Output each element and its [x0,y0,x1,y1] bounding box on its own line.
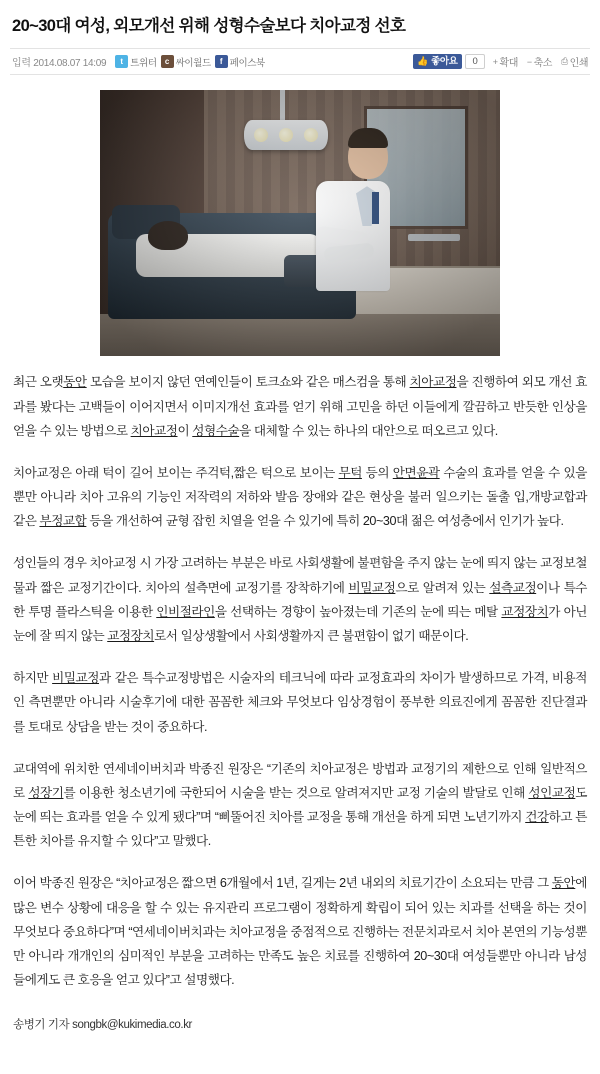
article-byline: 송병기 기자 songbk@kukimedia.co.kr [13,1019,192,1032]
facebook-icon: f [215,55,228,68]
share-cyworld-button[interactable] [161,55,211,69]
keyword-link[interactable]: 동안 [63,375,87,390]
article-paragraph [13,871,587,992]
share-buttons [115,55,265,69]
facebook-like-button[interactable] [413,54,462,69]
facebook-like-label: 좋아요 [431,56,458,68]
paragraph-text: 치아교정은 아래 턱이 길어 보이는 주걱턱,짧은 턱으로 보이는 [13,465,339,480]
keyword-link[interactable]: 비밀교정 [348,580,396,595]
article-photo-wrap [10,90,590,356]
paragraph-text: 과 같은 특수교정방법은 시술자의 테크닉에 따라 교정효과의 차이가 발생하므로 가격, 비용적인 측면뿐만 아니라 시술후기에 대한 꼼꼼한 체크와 무엇보다 임상경험이 풍부한 의료진에게 꼼꼼한 진단결과를 토대로 상담을 받는 것이 중요하다. [13,671,587,734]
cyworld-icon: c [161,55,174,68]
paragraph-text: 모습을 보이지 않던 연예인들이 토크쇼와 같은 매스컴을 통해 [86,375,410,390]
share-twitter-button[interactable] [115,55,156,69]
paragraph-text: 이나 특수한 투명 플라스틱을 이용한 [13,580,588,619]
keyword-link[interactable]: 안면윤곽 [392,465,440,480]
twitter-icon: t [115,55,128,68]
keyword-link[interactable]: 동안 [551,876,576,891]
page-title: 20~30대 여성, 외모개선 위해 성형수술보다 치아교정 선호 [12,17,406,35]
minus-icon: − [526,56,532,67]
keyword-link[interactable]: 비밀교정 [52,671,99,686]
keyword-link[interactable]: 교정장치 [107,628,155,643]
zoom-in-label: 확대 [499,58,518,70]
paragraph-text: 교대역에 위치한 연세네이버치과 박종진 원장은 “기존의 치아교정은 방법과 교정기의 제한으로 인해 일반적으로 [13,761,587,800]
paragraph-text: 수술의 효과를 얻을 수 있을 뿐만 아니라 치아 고유의 기능인 저작력의 저하와 발음 장애와 같은 현상을 불러 일으키는 돌출 입,개방교합과 같은 [13,465,587,529]
dental-clinic-photo [100,90,500,356]
facebook-like-widget [413,54,484,69]
article-paragraph [13,666,587,739]
paragraph-text: 을 대체할 수 있는 하나의 대안으로 떠오르고 있다. [239,423,498,438]
article-body [10,370,590,992]
paragraph-text: 도 눈에 띄는 효과를 얻을 수 있게 됐다”며 “삐뚤어진 치아를 교정을 통해 개선을 하게 되면 노년기까지 [13,785,588,825]
article-paragraph [13,551,587,648]
article-tools [493,54,588,69]
zoom-out-label: 축소 [533,58,552,70]
share-facebook-label: 페이스북 [229,57,265,69]
article-paragraph [13,757,587,854]
zoom-in-button[interactable] [493,54,518,69]
paragraph-text: 이어 박종진 원장은 “치아교정은 짧으면 6개월에서 1년, 길게는 2년 내외의 치료기간이 소요되는 만큼 그 [13,876,552,891]
keyword-link[interactable]: 치아교정 [409,375,457,390]
share-facebook-button[interactable] [215,55,265,69]
print-button[interactable] [561,54,588,69]
photo-vignette [100,90,500,356]
keyword-link[interactable]: 성인교정 [528,785,576,800]
keyword-link[interactable]: 성형수술 [192,423,240,438]
paragraph-text: 을 진행하여 외모 개선 효과를 봤다는 고백들이 이어지면서 이미지개선 효과를 얻기 위해 고민을 하던 이들에게 깔끔하고 반듯한 인상을 얻을 수 있는 방법으로 [13,375,587,438]
paragraph-text: 으로 알려져 있는 [395,580,490,595]
keyword-link[interactable]: 건강 [525,810,549,825]
printer-icon: ⎙ [560,56,568,67]
zoom-out-button[interactable] [527,54,552,69]
keyword-link[interactable]: 성장기 [28,785,64,800]
print-label: 인쇄 [569,58,588,70]
paragraph-text: 에 많은 변수 상황에 대응을 할 수 있는 유지관리 프로그램이 정확하게 확립이 되어 있는 치과를 선택을 하는 것이 무엇보다 중요하다”며 “연세네이버치과는 치아교정을 중점적으로 진행하는 전문치과로서 치아 본연의 기능성뿐만 아니라 개개인의 심미적인 부분을 고려하는 만족도 높은 치료를 진행하여 20~30대 여성들뿐만 아니라 남성들에게도 큰 호응을 얻고 있다”고 설명했다. [13,876,587,988]
article-meta-bar [10,48,590,75]
paragraph-text: 하지만 [13,671,53,686]
paragraph-text: 이 [177,423,193,438]
plus-icon: + [492,56,498,67]
paragraph-text: 을 선택하는 경향이 높아졌는데 기존의 눈에 띄는 메탈 [214,604,502,619]
article-paragraph [13,461,587,534]
paragraph-text: 등의 [361,465,393,480]
share-cyworld-label: 싸이월드 [175,57,211,69]
paragraph-text: 성인들의 경우 치아교정 시 가장 고려하는 부분은 바로 사회생활에 불편함을 주지 않는 눈에 띄지 않는 교정보철물과 짧은 교정기간이다. 치아의 설측면에 교정기를 장착하기에 [13,556,587,595]
share-twitter-label: 트위터 [130,57,157,69]
thumbs-up-icon: 👍 [417,56,429,67]
paragraph-text: 로서 일상생활에서 사회생활까지 큰 불편함이 없기 때문이다. [154,628,469,643]
keyword-link[interactable]: 부정교합 [39,514,87,529]
paragraph-text: 가 아닌 눈에 잘 띄지 않는 [13,604,587,643]
publish-date: 입력 2014.08.07 14:09 [12,58,107,70]
paragraph-text: 하고 튼튼한 치아를 유지할 수 있다”고 말했다. [13,810,587,849]
facebook-like-count: 0 [465,54,484,69]
keyword-link[interactable]: 무턱 [338,465,362,480]
paragraph-text: 를 이용한 청소년기에 국한되어 시술을 받는 것으로 알려져지만 교정 기술의 발달로 인해 [63,785,529,800]
keyword-link[interactable]: 치아교정 [130,423,178,438]
paragraph-text: 최근 오랫 [13,375,64,390]
keyword-link[interactable]: 교정장치 [501,604,549,619]
paragraph-text: 등을 개선하여 균형 잡힌 치열을 얻을 수 있기에 특히 20~30대 젊은 여성층에서 인기가 높다. [86,514,564,529]
article-paragraph [13,370,587,443]
keyword-link[interactable]: 설측교정 [489,580,537,595]
keyword-link[interactable]: 인비절라인 [156,604,215,619]
